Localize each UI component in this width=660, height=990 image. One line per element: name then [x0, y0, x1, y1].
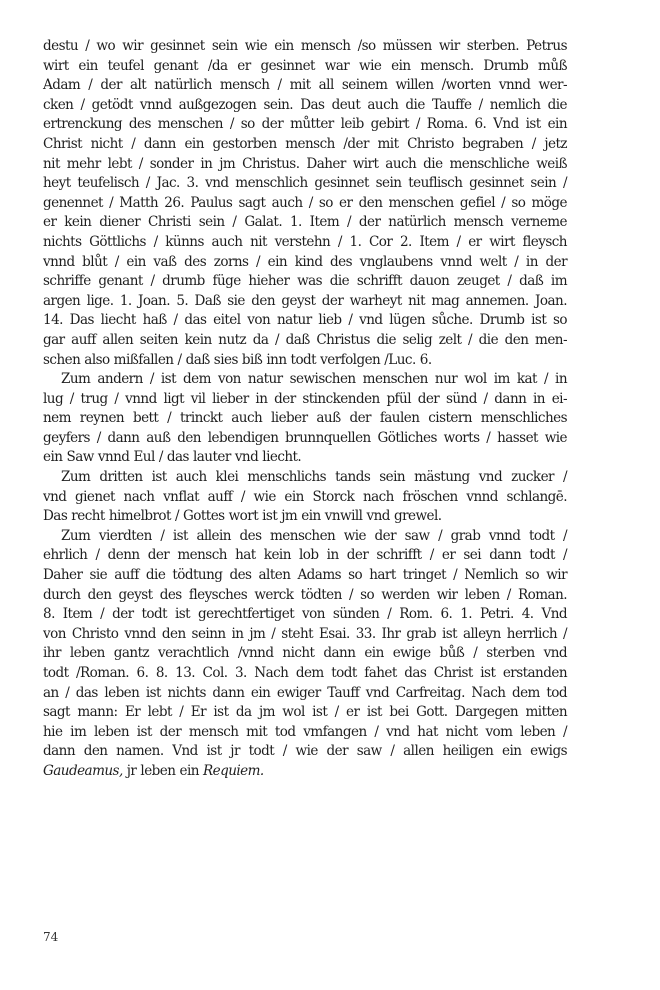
text-line: ertrenckung des menschen / so der můtter leib gebirt / Roma. 6. Vnd ist ein [43, 116, 567, 133]
text-line: an / das leben ist nichts dann ein ewiger Tauff vnd Carfreitag. Nach dem tod [43, 684, 567, 701]
text-line: er kein diener Christi sein / Galat. 1. Item / der natürlich mensch verneme [43, 214, 567, 231]
text-line: Daher sie auff die tödtung des alten Adams so hart tringet / Nemlich so wir [43, 567, 567, 584]
text-line: Christ nicht / dann ein gestorben mensch /der mit Christo begraben / jetz [43, 135, 567, 152]
text-line: geyfers / dann auß den lebendigen brunnquellen Götliches worts / hasset wie [43, 429, 567, 446]
text-line: von Christo vnnd den seinn in jm / steht Esai. 33. Ihr grab ist alleyn herrlich / [43, 625, 567, 642]
text-line: heyt teufelisch / Jac. 3. vnd menschlich gesinnet sein teuflisch gesinnet sein / [43, 175, 567, 192]
latin-word-requiem: Requiem. [202, 762, 264, 779]
paragraph-end-line: ein Saw vnnd Eul / das lauter vnd liecht. [43, 449, 302, 466]
text-line: nit mehr lebt / sonder in jm Christus. Daher wirt auch die menschliche weiß [43, 155, 567, 172]
page-number: 74 [43, 930, 59, 944]
text-line: 14. Das liecht haß / das eitel von natur lieb / vnd lügen sůche. Drumb ist so [43, 312, 567, 329]
text-line: dann den namen. Vnd ist jr todt / wie der saw / allen heiligen ein ewigs [43, 743, 567, 760]
text-line: vnd gienet nach vnflat auff / wie ein Storck nach fröschen vnnd schlangē. [43, 488, 567, 505]
text-line: ihr leben gantz verachtlich /vnnd nicht dann ein ewige bůß / sterben vnd [43, 645, 567, 662]
final-line-middle: jr leben ein [122, 762, 203, 779]
text-line: Adam / der alt natürlich mensch / mit all seinem willen /worten vnnd wer- [43, 77, 567, 94]
paragraph-start-line: Zum andern / ist dem von natur sewischen menschen nur wol im kat / in [61, 371, 567, 388]
body-text [43, 37, 567, 782]
text-line: argen lige. 1. Joan. 5. Daß sie den geyst der warheyt nit mag annemen. Joan. [43, 292, 567, 309]
final-line [43, 762, 567, 782]
paragraph-end-line: schen also mißfallen / daß sies biß inn todt verfolgen /Luc. 6. [43, 351, 432, 368]
text-line: wirt ein teufel genant /da er gesinnet war wie ein mensch. Drumb můß [43, 57, 567, 74]
text-line: lug / trug / vnnd ligt vil lieber in der stinckenden pfül der sünd / dann in ei- [43, 390, 567, 407]
text-line: nichts Göttlichs / künns auch nit verstehn / 1. Cor 2. Item / er wirt fleysch [43, 233, 567, 250]
text-line: sagt mann: Er lebt / Er ist da jm wol ist / er ist bei Gott. Dargegen mitten [43, 704, 567, 721]
paragraph-start-line: Zum dritten ist auch klei menschlichs tands sein mästung vnd zucker / [61, 469, 567, 486]
paragraph-end-line: Das recht himelbrot / Gottes wort ist jm ein vnwill vnd grewel. [43, 508, 442, 525]
text-line: schriffe genant / drumb füge hieher was die schrifft dauon zeuget / daß im [43, 273, 567, 290]
text-line: cken / getödt vnnd außgezogen sein. Das deut auch die Tauffe / nemlich die [43, 96, 567, 113]
text-line: nem reynen bett / trinckt auch lieber auß der faulen cistern menschliches [43, 410, 567, 427]
text-line: 8. Item / der todt ist gerechtfertiget von sünden / Rom. 6. 1. Petri. 4. Vnd [43, 606, 567, 623]
latin-word-gaudeamus: Gaudeamus, [43, 762, 123, 779]
text-line: ehrlich / denn der mensch hat kein lob in der schrifft / er sei dann todt / [43, 547, 567, 564]
text-line: todt /Roman. 6. 8. 13. Col. 3. Nach dem todt fahet das Christ ist erstanden [43, 665, 567, 681]
text-line: hie im leben ist der mensch mit tod vmfangen / vnd hat nicht vom leben / [43, 723, 567, 740]
paragraph-start-line: Zum vierdten / ist allein des menschen wie der saw / grab vnnd todt / [61, 527, 567, 544]
text-line: durch den geyst des fleysches werck tödten / so werden wir leben / Roman. [43, 586, 567, 603]
text-line: gar auff allen seiten kein nutz da / daß Christus die selig zelt / die den men- [43, 331, 567, 348]
text-line: genennet / Matth 26. Paulus sagt auch / so er den menschen gefiel / so möge [43, 194, 567, 211]
text-line: destu / wo wir gesinnet sein wie ein mensch /so müssen wir sterben. Petrus [43, 38, 567, 54]
text-line: vnnd blůt / ein vaß des zorns / ein kind des vnglaubens vnnd welt / in der [43, 253, 567, 270]
